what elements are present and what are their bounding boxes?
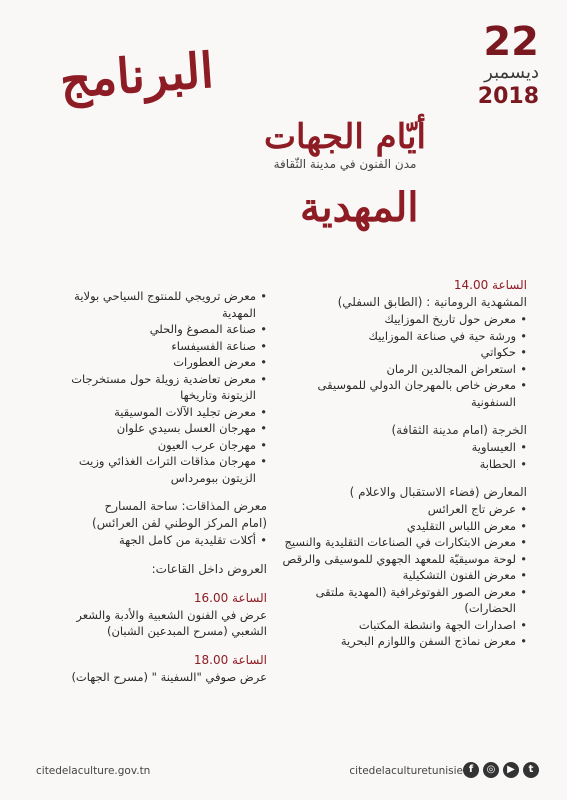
list-item: • معرض نماذج السفن واللوازم البحرية: [277, 633, 527, 650]
block-heading: المشهدية الرومانية : (الطابق السفلي): [337, 295, 527, 309]
social-icons: [463, 762, 539, 778]
block-heading: العروض داخل القاعات:: [151, 561, 267, 576]
youtube-icon[interactable]: ▶: [503, 762, 519, 778]
list-item: • حكواتي: [277, 344, 527, 361]
block-time: الساعة 16.00: [193, 590, 267, 605]
event-title: أيّام الجهات: [264, 117, 426, 157]
tasting-block: [42, 498, 267, 549]
list-item: • مهرجان عرب العيون: [42, 437, 267, 454]
list-item: • معرض الابتكارات في الصناعات التقليدية والنسيج: [277, 534, 527, 551]
date-block: [477, 19, 539, 110]
block-heading: المعارض (فضاء الاستقبال والاعلام ): [349, 485, 527, 499]
website-link[interactable]: citedelaculture.gov.tn: [36, 765, 151, 777]
block-time: الساعة 14.00: [453, 278, 527, 292]
schedule-block-outing: [277, 422, 527, 472]
list-item: • عرض تاج العرائس: [277, 501, 527, 518]
list-item: • معرض الفنون التشكيلية: [277, 567, 527, 584]
list-item: • معرض العطورات: [42, 354, 267, 371]
list-item: • معرض حول تاريخ الموزاييك: [277, 311, 527, 328]
show-block-2: [42, 652, 267, 686]
date-day: 22: [483, 19, 539, 65]
list-item: • ورشة حية في صناعة الموزاييك: [277, 328, 527, 345]
date-year: 2018: [477, 84, 539, 109]
show-block-1: [42, 590, 267, 640]
halls-block: [42, 561, 267, 578]
footer: [0, 762, 567, 782]
block-subheading: (امام المركز الوطني لفن العرائس): [92, 516, 267, 530]
list-item: • معرض ترويجي للمنتوج السياحي بولاية المهدية: [42, 288, 267, 321]
facebook-icon[interactable]: f: [463, 762, 479, 778]
social-handle[interactable]: citedelaculturetunisie: [349, 765, 463, 777]
list-item: • الحطابة: [277, 456, 527, 473]
instagram-icon[interactable]: ◎: [483, 762, 499, 778]
schedule-block-exhibitions: [277, 484, 527, 650]
block-heading: معرض المذاقات: ساحة المسارح: [104, 499, 267, 513]
event-subtitle: مدن الفنون في مدينة الثّقافة: [273, 157, 417, 171]
program-title: البرنامج: [58, 42, 216, 110]
list-item: • صناعة الفسيفساء: [42, 338, 267, 355]
block-time: الساعة 18.00: [193, 652, 267, 667]
list-item: • صناعة المصوغ والحلي: [42, 321, 267, 338]
list-item: • معرض الصور الفوتوغرافية (المهدية ملتقى الحضارات): [277, 584, 527, 617]
list-item: • لوحة موسيقيّة للمعهد الجهوي للموسيقى والرقص: [277, 551, 527, 568]
list-item: • معرض تجليد الآلات الموسيقية: [42, 404, 267, 421]
date-month: ديسمبر: [484, 62, 539, 83]
city-name: المهدية: [300, 184, 419, 231]
list-item: • أكلات تقليدية من كامل الجهة: [42, 532, 267, 549]
list-item: • اصدارات الجهة وانشطة المكتبات: [277, 617, 527, 634]
list-item: • معرض اللباس التقليدي: [277, 518, 527, 535]
right-column: [277, 277, 527, 662]
list-item: • معرض خاص بالمهرجان الدولي للموسيقى السنفونية: [277, 377, 527, 410]
list-item: • العيساوية: [277, 439, 527, 456]
left-column: [42, 288, 267, 697]
list-item: • مهرجان العسل بسيدي علوان: [42, 420, 267, 437]
block-heading: الخرجة (امام مدينة الثقافة): [391, 423, 527, 437]
list-item: • استعراض المجالدين الرمان: [277, 361, 527, 378]
list-item: • مهرجان مذاقات التراث الغذائي وزيت الزيتون ببومرداس: [42, 453, 267, 486]
list-item: • معرض تعاضدية زويلة حول مستخرجات الزيتونة وتاريخها: [42, 371, 267, 404]
show-text: عرض في الفنون الشعبية والأدبة والشعر الشعبي (مسرح المبدعين الشبان): [76, 607, 267, 638]
twitter-icon[interactable]: t: [523, 762, 539, 778]
event-logo: [250, 118, 440, 172]
exhibitions-list: [42, 288, 267, 486]
show-text: عرض صوفي "السفينة " (مسرح الجهات): [71, 669, 267, 684]
schedule-block-roman: [277, 277, 527, 410]
